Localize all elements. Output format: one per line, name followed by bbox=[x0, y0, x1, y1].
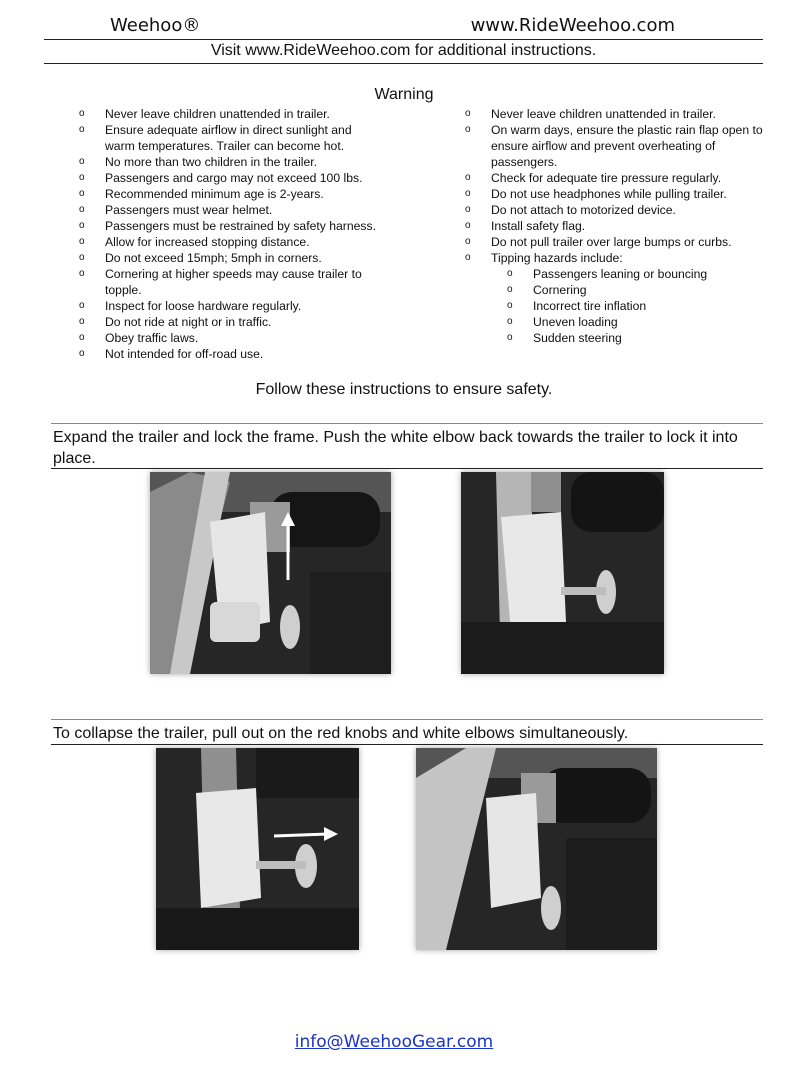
step-collapse-instruction: To collapse the trailer, pull out on the red knobs and white elbows simultaneously. bbox=[51, 719, 763, 745]
list-item bbox=[465, 250, 765, 346]
list-item: o Inspect for loose hardware regularly. bbox=[79, 298, 379, 314]
expand-photo-right bbox=[461, 472, 664, 674]
list-item: o Do not exceed 15mph; 5mph in corners. bbox=[79, 250, 379, 266]
visit-banner: Visit www.RideWeehoo.com for additional instructions. bbox=[44, 40, 763, 64]
list-item: o Do not use headphones while pulling trailer. bbox=[465, 186, 765, 202]
list-item: o Passengers must be restrained by safety harness. bbox=[79, 218, 379, 234]
list-item: o Uneven loading bbox=[507, 314, 765, 330]
list-item: o Incorrect tire inflation bbox=[507, 298, 765, 314]
list-item: o Allow for increased stopping distance. bbox=[79, 234, 379, 250]
warning-list-right bbox=[465, 106, 765, 346]
list-item: o Check for adequate tire pressure regularly. bbox=[465, 170, 765, 186]
warning-heading: Warning bbox=[374, 86, 434, 103]
safety-instruction: Follow these instructions to ensure safety. bbox=[255, 381, 553, 398]
list-item: o Do not pull trailer over large bumps or curbs. bbox=[465, 234, 765, 250]
list-item: o Not intended for off-road use. bbox=[79, 346, 379, 362]
list-item: o Cornering at higher speeds may cause trailer to topple. bbox=[79, 266, 379, 298]
list-item: o Cornering bbox=[507, 282, 765, 298]
list-item: o Never leave children unattended in trailer. bbox=[465, 106, 765, 122]
warning-list-left bbox=[79, 106, 379, 362]
list-item: o Do not ride at night or in traffic. bbox=[79, 314, 379, 330]
website-address: www.RideWeehoo.com bbox=[470, 15, 675, 36]
tipping-hazards-label: Tipping hazards include: bbox=[491, 251, 623, 265]
list-item: o Never leave children unattended in trailer. bbox=[79, 106, 379, 122]
list-item: o Recommended minimum age is 2-years. bbox=[79, 186, 379, 202]
contact-email-link[interactable]: info@WeehooGear.com bbox=[294, 1032, 494, 1052]
brand-name: Weehoo® bbox=[110, 15, 201, 36]
list-item: o No more than two children in the trailer. bbox=[79, 154, 379, 170]
list-item: o Ensure adequate airflow in direct sunlight and warm temperatures. Trailer can become hot. bbox=[79, 122, 379, 154]
list-item: o Obey traffic laws. bbox=[79, 330, 379, 346]
step-expand-instruction: Expand the trailer and lock the frame. Push the white elbow back towards the trailer to lock it into place. bbox=[51, 423, 763, 469]
expand-photo-left bbox=[150, 472, 391, 674]
page-header bbox=[44, 12, 763, 40]
page-footer bbox=[0, 1032, 808, 1052]
list-item: o Install safety flag. bbox=[465, 218, 765, 234]
collapse-photo-left bbox=[156, 748, 359, 950]
list-item: o Passengers and cargo may not exceed 100 lbs. bbox=[79, 170, 379, 186]
list-item: o Passengers leaning or bouncing bbox=[507, 266, 765, 282]
list-item: o Passengers must wear helmet. bbox=[79, 202, 379, 218]
collapse-photo-right bbox=[416, 748, 657, 950]
tipping-hazards-list bbox=[507, 266, 765, 346]
list-item: o Do not attach to motorized device. bbox=[465, 202, 765, 218]
list-item: o Sudden steering bbox=[507, 330, 765, 346]
list-item: o On warm days, ensure the plastic rain flap open to ensure airflow and prevent overheating of passengers. bbox=[465, 122, 765, 170]
